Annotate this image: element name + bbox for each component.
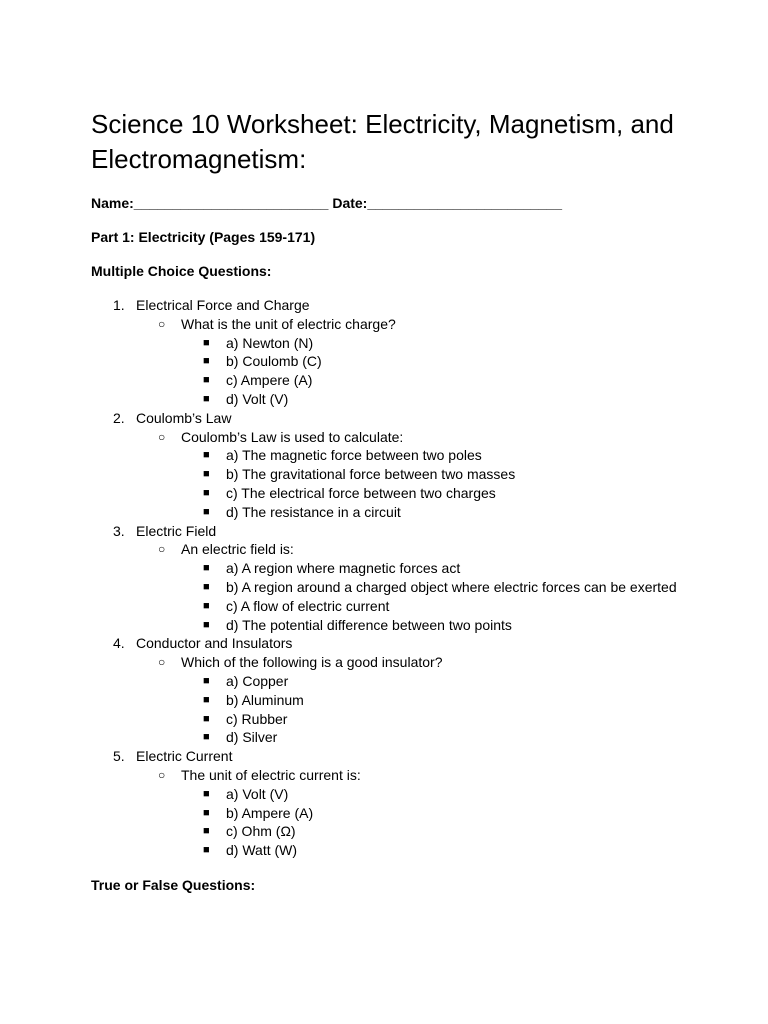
square-bullet-icon: ■ — [203, 844, 210, 857]
question-title-text: Electric Field — [136, 522, 217, 539]
answer-option-text: d) Volt (V) — [226, 390, 289, 407]
answer-option — [91, 559, 731, 578]
answer-option-text: b) Coulomb (C) — [226, 353, 322, 370]
square-bullet-icon: ■ — [203, 787, 210, 800]
question-prompt-text: Coulomb’s Law is used to calculate: — [181, 428, 404, 445]
square-bullet-icon: ■ — [203, 449, 210, 462]
question-title-text: Conductor and Insulators — [136, 635, 293, 652]
answer-option — [91, 616, 731, 635]
answer-option — [91, 597, 731, 616]
square-bullet-icon: ■ — [203, 468, 210, 481]
answer-option-text: c) A flow of electric current — [226, 597, 390, 614]
question-number: 4. — [113, 635, 125, 652]
square-bullet-icon: ■ — [203, 355, 210, 368]
square-bullet-icon: ■ — [203, 731, 210, 744]
answer-option-text: a) Copper — [226, 672, 289, 689]
question-title — [91, 296, 731, 315]
square-bullet-icon: ■ — [203, 392, 210, 405]
answer-option — [91, 446, 731, 465]
question-title-text: Coulomb’s Law — [136, 409, 232, 426]
question-prompt-text: What is the unit of electric charge? — [181, 315, 396, 332]
square-bullet-icon: ■ — [203, 806, 210, 819]
question-prompt — [91, 428, 731, 447]
answer-option-text: b) Aluminum — [226, 691, 304, 708]
answer-option-text: b) A region around a charged object where electric forces can be exerted — [226, 578, 677, 595]
answer-option-text: b) Ampere (A) — [226, 804, 314, 821]
answer-option — [91, 465, 731, 484]
question-prompt — [91, 540, 731, 559]
hollow-circle-bullet-icon: ○ — [158, 767, 166, 782]
question-2 — [91, 409, 731, 522]
answer-option-text: c) Rubber — [226, 710, 288, 727]
question-title — [91, 747, 731, 766]
mcq-heading: Multiple Choice Questions: — [91, 263, 272, 279]
square-bullet-icon: ■ — [203, 599, 210, 612]
question-prompt — [91, 315, 731, 334]
answer-option — [91, 503, 731, 522]
question-4 — [91, 634, 731, 747]
answer-option-text: a) A region where magnetic forces act — [226, 560, 461, 577]
answer-option — [91, 804, 731, 823]
answer-option — [91, 691, 731, 710]
question-title — [91, 409, 731, 428]
answer-option-text: a) Newton (N) — [226, 334, 314, 351]
question-title-text: Electrical Force and Charge — [136, 297, 310, 313]
answer-option-text: d) The potential difference between two points — [226, 616, 512, 633]
answer-option-text: c) Ohm (Ω) — [226, 823, 296, 840]
answer-option-text: d) Silver — [226, 729, 278, 746]
square-bullet-icon: ■ — [203, 674, 210, 687]
square-bullet-icon: ■ — [203, 618, 210, 631]
question-title-text: Electric Current — [136, 748, 233, 765]
square-bullet-icon: ■ — [203, 562, 210, 575]
answer-option — [91, 390, 731, 409]
question-prompt-text: The unit of electric current is: — [181, 766, 361, 783]
square-bullet-icon: ■ — [203, 374, 210, 387]
square-bullet-icon: ■ — [203, 336, 210, 349]
answer-option-text: b) The gravitational force between two masses — [226, 466, 516, 483]
answer-option — [91, 484, 731, 503]
question-number: 2. — [113, 409, 125, 426]
hollow-circle-bullet-icon: ○ — [158, 542, 166, 557]
answer-option — [91, 578, 731, 597]
answer-option — [91, 672, 731, 691]
answer-option-text: d) Watt (W) — [226, 842, 298, 859]
answer-option-text: c) Ampere (A) — [226, 372, 313, 389]
answer-option — [91, 728, 731, 747]
part1-heading: Part 1: Electricity (Pages 159-171) — [91, 229, 316, 245]
question-number: 1. — [113, 297, 125, 313]
answer-option-text: a) The magnetic force between two poles — [226, 447, 482, 464]
answer-option — [91, 334, 731, 353]
answer-option — [91, 352, 731, 371]
question-prompt-text: An electric field is: — [181, 541, 294, 558]
question-number: 5. — [113, 748, 125, 765]
answer-option — [91, 785, 731, 804]
question-list — [91, 296, 731, 860]
question-prompt — [91, 653, 731, 672]
question-title — [91, 634, 731, 653]
square-bullet-icon: ■ — [203, 712, 210, 725]
question-5 — [91, 747, 731, 860]
answer-option — [91, 822, 731, 841]
answer-option — [91, 371, 731, 390]
question-title — [91, 522, 731, 541]
answer-option — [91, 841, 731, 860]
worksheet-title: Science 10 Worksheet: Electricity, Magnetism, and Electromagnetism: — [91, 109, 674, 174]
square-bullet-icon: ■ — [203, 693, 210, 706]
square-bullet-icon: ■ — [203, 486, 210, 499]
question-1 — [91, 296, 731, 409]
hollow-circle-bullet-icon: ○ — [158, 316, 166, 331]
answer-option-text: d) The resistance in a circuit — [226, 503, 401, 520]
question-prompt-text: Which of the following is a good insulator? — [181, 654, 443, 671]
square-bullet-icon: ■ — [203, 580, 210, 593]
question-3 — [91, 522, 731, 635]
answer-option — [91, 710, 731, 729]
square-bullet-icon: ■ — [203, 505, 210, 518]
answer-option-text: a) Volt (V) — [226, 785, 289, 802]
hollow-circle-bullet-icon: ○ — [158, 655, 166, 670]
answer-option-text: c) The electrical force between two charges — [226, 484, 496, 501]
true-false-heading: True or False Questions: — [91, 877, 256, 893]
hollow-circle-bullet-icon: ○ — [158, 429, 166, 444]
question-prompt — [91, 766, 731, 785]
name-date-line: Name:_________________________ Date:_________________________ — [91, 195, 562, 211]
square-bullet-icon: ■ — [203, 825, 210, 838]
question-number: 3. — [113, 522, 125, 539]
